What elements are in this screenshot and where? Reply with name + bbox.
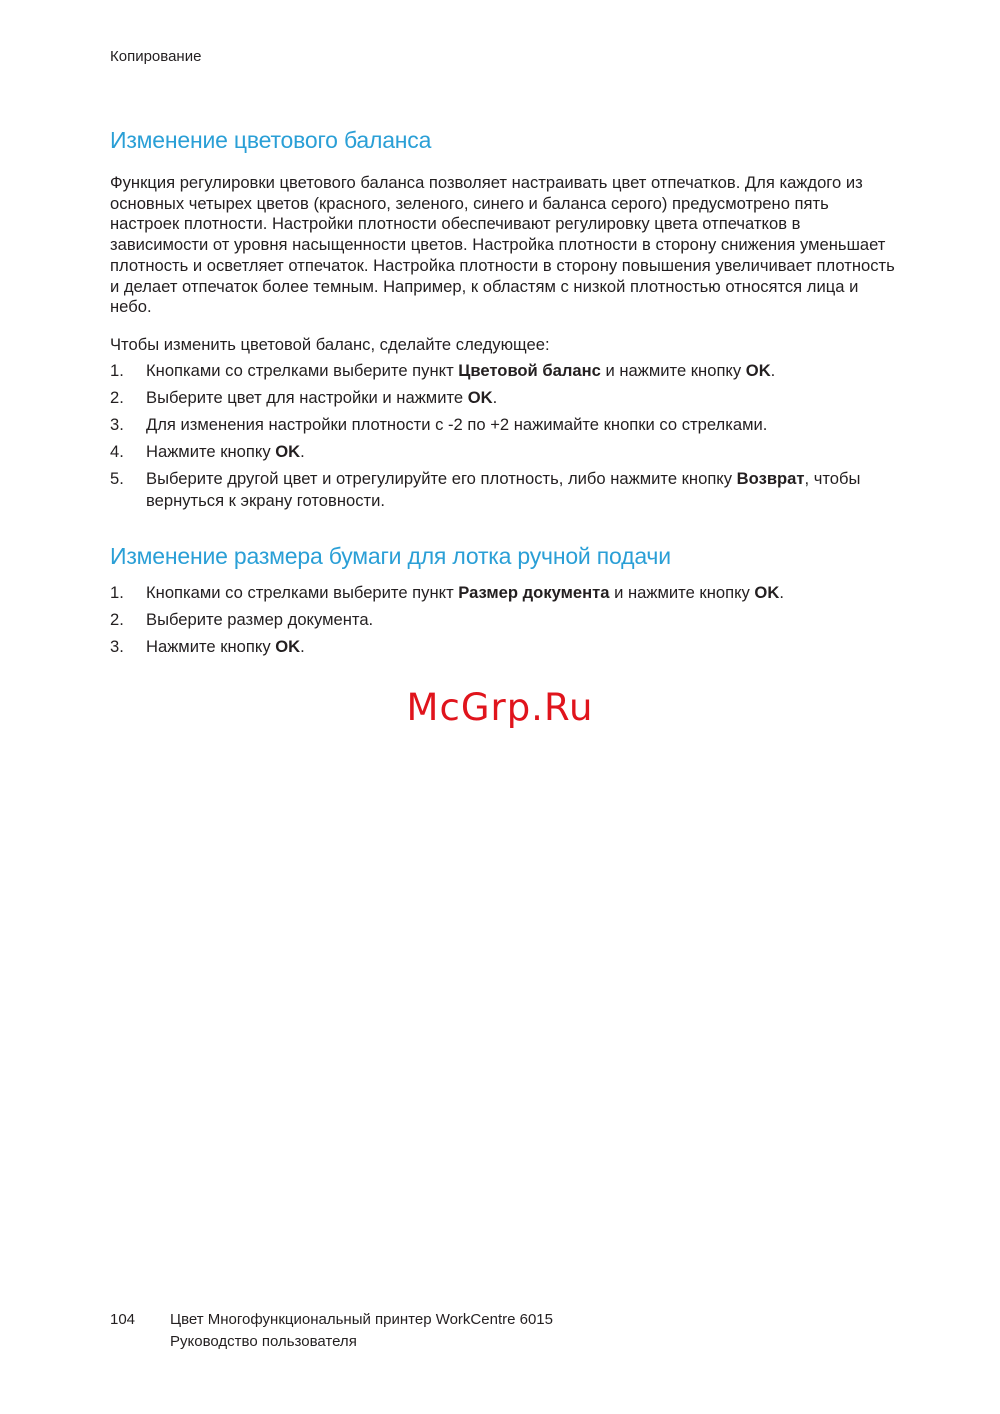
body-paragraph: Функция регулировки цветового баланса позволяет настраивать цвет отпечатков. Для каждого из основных четырех цветов (красного, зеленого, синего и баланса серого) предусмотрено пять настроек плотности. Настройки плотности обеспечивают регулировку цвета отпечатков в зависимости от уровня насыщенности цветов. Настройка плотности в сторону снижения уменьшает плотность и осветляет отпечаток. Настройка плотности в сторону повышения увеличивает плотность и делает отпечаток более темным. Например, к областям с низкой плотностью относятся лица и небо. bbox=[110, 173, 895, 317]
step-bold-term: Возврат bbox=[736, 469, 805, 488]
step-text: и нажмите кнопку bbox=[609, 583, 755, 602]
list-item bbox=[110, 609, 900, 631]
footer-text bbox=[170, 1309, 770, 1353]
steps-intro: Чтобы изменить цветовой баланс, сделайте следующее: bbox=[110, 335, 550, 354]
step-number: 2. bbox=[110, 610, 124, 629]
page-number: 104 bbox=[110, 1311, 136, 1328]
step-text: . bbox=[770, 361, 776, 380]
color-balance-steps bbox=[110, 360, 900, 517]
step-number: 3. bbox=[110, 415, 124, 434]
step-text: Для изменения настройки плотности с -2 по +2 нажимайте кнопки со стрелками. bbox=[146, 415, 768, 434]
step-number: 1. bbox=[110, 361, 124, 380]
list-item bbox=[110, 636, 900, 658]
step-text: . bbox=[492, 388, 498, 407]
step-number: 2. bbox=[110, 388, 124, 407]
step-bold-term: Размер документа bbox=[458, 583, 610, 602]
step-text: и нажмите кнопку bbox=[600, 361, 746, 380]
step-number: 1. bbox=[110, 583, 124, 602]
paper-size-steps bbox=[110, 582, 900, 663]
footer-doc-title: Руководство пользователя bbox=[170, 1333, 357, 1350]
section-heading-paper-size: Изменение размера бумаги для лотка ручной подачи bbox=[110, 543, 671, 569]
step-text: . bbox=[779, 583, 784, 602]
step-text: Выберите другой цвет и отрегулируйте его плотность, либо нажмите кнопку bbox=[146, 469, 737, 488]
list-item bbox=[110, 441, 900, 463]
step-text: . bbox=[300, 442, 305, 461]
step-number: 4. bbox=[110, 442, 124, 461]
step-text: , чтобы вернуться к экрану готовности. bbox=[146, 469, 861, 510]
section-heading-color-balance: Изменение цветового баланса bbox=[110, 127, 432, 153]
step-text: . bbox=[300, 637, 305, 656]
step-text: Выберите цвет для настройки и нажмите bbox=[146, 388, 468, 407]
running-head: Копирование bbox=[110, 48, 202, 65]
step-text: Нажмите кнопку bbox=[146, 442, 276, 461]
step-bold-term: Цветовой баланс bbox=[458, 361, 601, 380]
list-item bbox=[110, 360, 900, 382]
step-text: Кнопками со стрелками выберите пункт bbox=[146, 361, 459, 380]
step-number: 3. bbox=[110, 637, 124, 656]
step-text: Нажмите кнопку bbox=[146, 637, 276, 656]
step-bold-term: OK bbox=[275, 637, 301, 656]
step-bold-term: OK bbox=[745, 361, 771, 380]
list-item bbox=[110, 414, 900, 436]
list-item bbox=[110, 468, 900, 512]
step-number: 5. bbox=[110, 469, 124, 488]
footer-product-name: Цвет Многофункциональный принтер WorkCentre 6015 bbox=[170, 1311, 553, 1328]
step-text: Кнопками со стрелками выберите пункт bbox=[146, 583, 459, 602]
step-bold-term: OK bbox=[754, 583, 780, 602]
watermark-logo: McGrp.Ru bbox=[406, 686, 594, 729]
list-item bbox=[110, 582, 900, 604]
step-bold-term: OK bbox=[275, 442, 301, 461]
step-bold-term: OK bbox=[467, 388, 493, 407]
step-text: Выберите размер документа. bbox=[146, 610, 374, 629]
list-item bbox=[110, 387, 900, 409]
